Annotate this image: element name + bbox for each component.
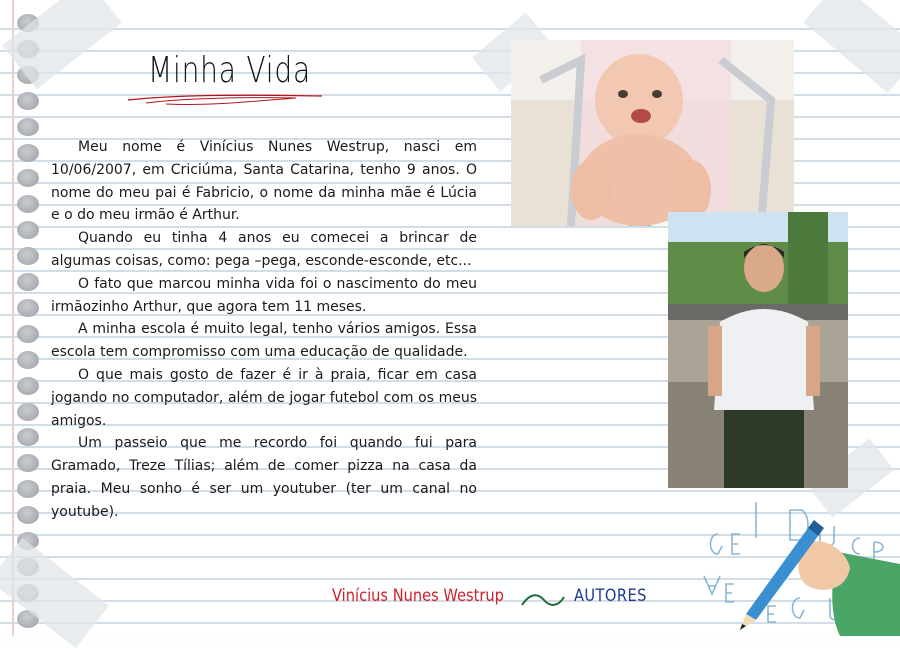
paragraph: Meu nome é Vinícius Nunes Westrup, nasci em 10/06/2007, em Criciúma, Santa Catarina, tenho 9 anos. O nome do meu pai é Fabricio, o nome da minha mãe é Lúcia e o do meu irmão é Arthur.: [51, 139, 477, 224]
binder-hole: [17, 273, 39, 291]
binder-hole: [17, 351, 39, 369]
binder-hole: [17, 403, 39, 421]
binder-hole: [17, 299, 39, 317]
binder-hole: [17, 92, 39, 110]
section-label: AUTORES: [574, 586, 647, 606]
binder-hole: [17, 221, 39, 239]
hand-writing-icon: [690, 498, 900, 636]
binder-hole: [17, 325, 39, 343]
wave-divider: [520, 591, 566, 609]
binder-hole: [17, 144, 39, 162]
binder-hole: [17, 247, 39, 265]
autobiography-text: [51, 136, 477, 524]
binder-hole: [17, 480, 39, 498]
binder-hole: [17, 118, 39, 136]
binder-hole: [17, 195, 39, 213]
page-title: Minha Vida: [148, 50, 311, 91]
paragraph: Quando eu tinha 4 anos eu comecei a brincar de algumas coisas, como: pega –pega, esconde-esconde, etc...: [51, 230, 477, 269]
paragraph: Um passeio que me recordo foi quando fui para Gramado, Treze Tílias; além de comer pizza na casa da praia. Meu sonho é ser um youtuber (ter um canal no youtube).: [51, 435, 477, 520]
author-name: Vinícius Nunes Westrup: [332, 586, 504, 606]
binder-hole: [17, 428, 39, 446]
binder-hole: [17, 506, 39, 524]
page-margin-line: [12, 0, 14, 636]
paragraph: O que mais gosto de fazer é ir à praia, ficar em casa jogando no computador, além de jogar futebol com os meus amigos.: [51, 366, 477, 429]
baby-photo: [511, 40, 794, 226]
binder-hole: [17, 169, 39, 187]
boy-photo: [668, 212, 848, 488]
paragraph: O fato que marcou minha vida foi o nascimento do meu irmãozinho Arthur, que agora tem 11 meses.: [51, 275, 477, 315]
title-underline: [126, 88, 326, 110]
binder-hole: [17, 377, 39, 395]
paragraph: A minha escola é muito legal, tenho vários amigos. Essa escola tem compromisso com uma educação de qualidade.: [51, 321, 477, 361]
tape-top-right: [804, 0, 900, 93]
binder-hole: [17, 454, 39, 472]
